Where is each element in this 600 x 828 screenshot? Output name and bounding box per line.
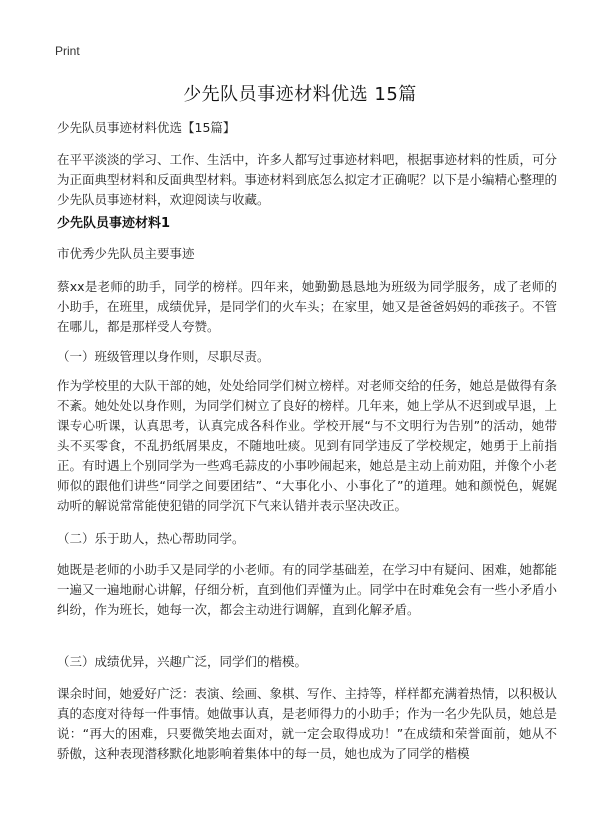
- point-heading-1: （一）班级管理以身作则，尽职尽责。: [57, 349, 270, 364]
- document-title: 少先队员事迹材料优选 15篇: [183, 84, 417, 105]
- point-heading-3: （三）成绩优异，兴趣广泛，同学们的楷模。: [57, 654, 308, 669]
- section-heading: 少先队员事迹材料1: [57, 216, 171, 231]
- document-subtitle: 少先队员事迹材料优选【15篇】: [57, 120, 236, 135]
- paragraph-4: 课余时间，她爱好广泛：表演、绘画、象棋、写作、主持等，样样都充满着热情，以积极认真的态度对待每一件事情。她做事认真，是老师得力的小助手；作为一名少先队员，她总是说：“再大的困难，只要微笑地去面对，就一定会取得成功！”在成绩和荣誉面前，她从不骄傲，这种表现潜移默化地影响着集体中的每一员，她也成为了同学的楷模: [57, 686, 558, 761]
- paragraph-1: 蔡xx是老师的助手，同学的榜样。四年来，她勤勤恳恳地为班级为同学服务，成了老师的小助手，在班里，成绩优异，是同学们的火车头；在家里，她又是爸爸妈妈的乖孩子。不管在哪儿，都是那样受人夸赞。: [57, 279, 558, 334]
- paragraph-2: 作为学校里的大队干部的她，处处给同学们树立榜样。对老师交给的任务，她总是做得有条不紊。她处处以身作则，为同学们树立了良好的榜样。几年来，她上学从不迟到或早退，上课专心听课，认真思考，认真完成各科作业。学校开展“与不文明行为告别”的活动，她带头不买零食，不乱扔纸屑果皮，不随地吐痰。见到有同学违反了学校规定，她勇于上前指正。有时遇上个别同学为一些鸡毛蒜皮的小事吵闹起来，她总是主动上前劝阻，并像个小老师似的跟他们讲些“同学之间要团结”、“大事化小、小事化了”的道理。她和颜悦色，娓娓动听的解说常常能使犯错的同学沉下气来认错并表示坚决改正。: [57, 378, 558, 513]
- intro-paragraph: 在平平淡淡的学习、工作、生活中，许多人都写过事迹材料吧，根据事迹材料的性质，可分为正面典型材料和反面典型材料。事迹材料到底怎么拟定才正确呢？以下是小编精心整理的少先队员事迹材料，欢迎阅读与收藏。: [57, 152, 558, 207]
- print-label[interactable]: Print: [55, 44, 80, 58]
- point-heading-2: （二）乐于助人，热心帮助同学。: [57, 531, 245, 546]
- paragraph-3: 她既是老师的小助手又是同学的小老师。有的同学基础差，在学习中有疑问、困难，她都能一遍又一遍地耐心讲解，仔细分析，直到他们弄懂为止。同学中在时难免会有一些小矛盾小纠纷，作为班长，她每一次，都会主动进行调解，直到化解矛盾。: [57, 562, 558, 617]
- section-subtitle: 市优秀少先队员主要事迹: [57, 246, 195, 261]
